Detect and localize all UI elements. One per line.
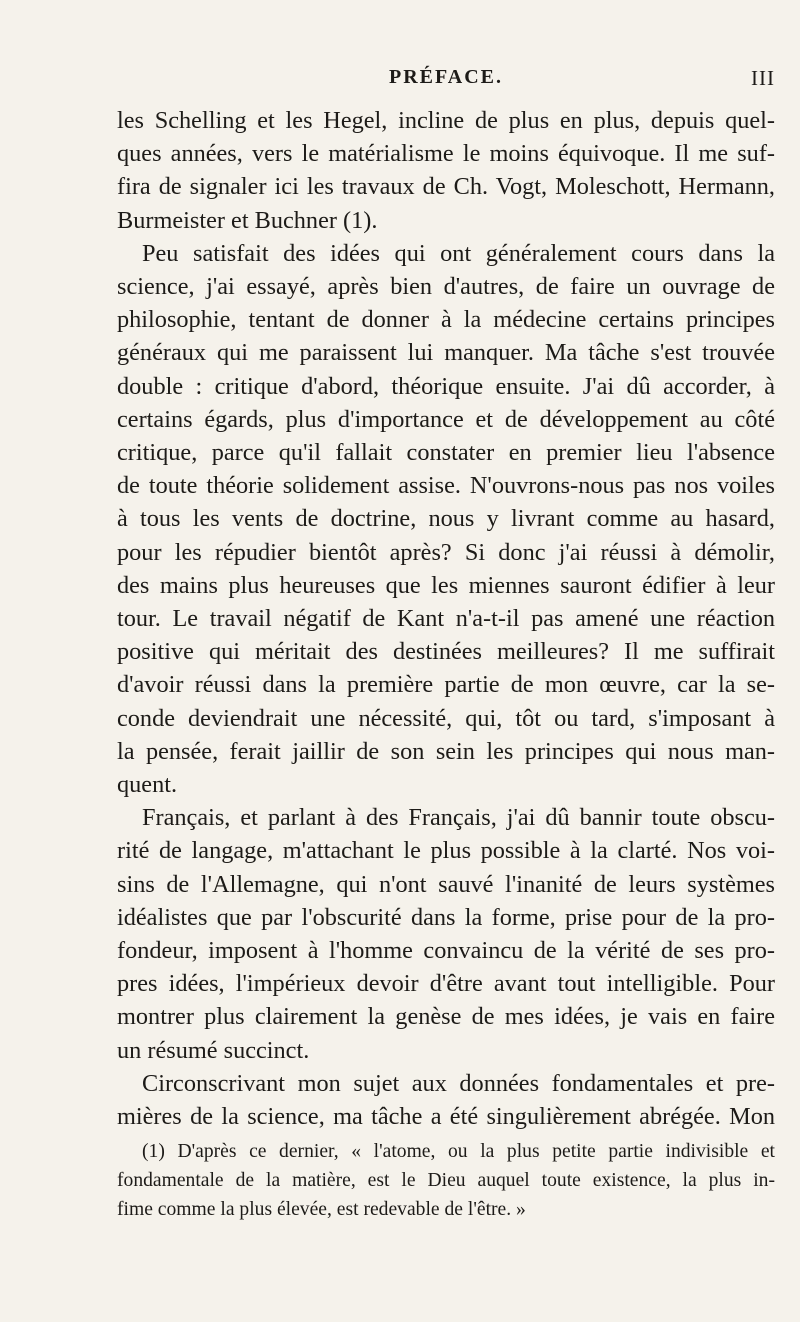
text-line: un résumé succinct.: [117, 1036, 310, 1064]
footnote-line: fime comme la plus élevée, est redevable de l'être. »: [117, 1199, 526, 1220]
page-number: III: [751, 66, 775, 90]
footnote-line: (1) D'après ce dernier, « l'atome, ou la plus petite partie indivisible et: [142, 1141, 775, 1162]
text-line: philosophie, tentant de donner à la médecine certains principes: [117, 306, 775, 334]
paragraph: [117, 104, 775, 237]
footnote-line: fondamentale de la matière, est le Dieu auquel toute existence, la plus in-: [117, 1170, 775, 1191]
text-line: les Schelling et les Hegel, incline de plus en plus, depuis quel-: [117, 107, 775, 134]
text-line: certains égards, plus d'importance et de développement au côté: [117, 405, 775, 433]
text-line: quent.: [117, 771, 178, 799]
text-line: double : critique d'abord, théorique ensuite. J'ai dû accorder, à: [117, 372, 775, 400]
text-line: pour les répudier bientôt après? Si donc j'ai réussi à démolir,: [117, 538, 775, 566]
text-line: d'avoir réussi dans la première partie de mon œuvre, car la se-: [117, 671, 775, 699]
text-line: positive qui méritait des destinées meilleures? Il me suffirait: [117, 638, 775, 666]
text-line: Circonscrivant mon sujet aux données fondamentales et pre-: [142, 1069, 775, 1097]
text-line: de toute théorie solidement assise. N'ouvrons-nous pas nos voiles: [117, 472, 775, 500]
text-line: conde deviendrait une nécessité, qui, tôt ou tard, s'imposant à: [117, 704, 775, 732]
text-line: idéalistes que par l'obscurité dans la forme, prise pour de la pro-: [117, 903, 775, 931]
text-line: science, j'ai essayé, après bien d'autres, de faire un ouvrage de: [117, 273, 775, 301]
text-line: rité de langage, m'attachant le plus possible à la clarté. Nos voi-: [117, 837, 775, 865]
running-header: [117, 66, 775, 102]
text-line: pres idées, l'impérieux devoir d'être avant tout intelligible. Pour: [117, 970, 775, 998]
text-line: Français, et parlant à des Français, j'ai dû bannir toute obscu-: [142, 804, 775, 832]
text-line: généraux qui me paraissent lui manquer. Ma tâche s'est trouvée: [117, 339, 775, 367]
text-line: fondeur, imposent à l'homme convaincu de la vérité de ses pro-: [117, 937, 775, 965]
footnote: [117, 1137, 775, 1224]
header-title: PRÉFACE.: [389, 66, 503, 88]
paragraph: [117, 1067, 775, 1133]
text-line: critique, parce qu'il fallait constater en premier lieu l'absence: [117, 439, 775, 467]
paragraph: [117, 801, 775, 1067]
paragraph: [117, 237, 775, 801]
text-line: fira de signaler ici les travaux de Ch. Vogt, Moleschott, Hermann,: [117, 173, 775, 201]
text-line: montrer plus clairement la genèse de mes idées, je vais en faire: [117, 1003, 775, 1031]
text-line: sins de l'Allemagne, qui n'ont sauvé l'inanité de leurs systèmes: [117, 870, 775, 898]
text-line: à tous les vents de doctrine, nous y livrant comme au hasard,: [117, 505, 775, 533]
text-line: mières de la science, ma tâche a été singulièrement abrégée. Mon: [117, 1103, 775, 1131]
text-line: tour. Le travail négatif de Kant n'a-t-il pas amené une réaction: [117, 605, 775, 633]
text-line: ques années, vers le matérialisme le moins équivoque. Il me suf-: [117, 140, 775, 168]
text-line: la pensée, ferait jaillir de son sein les principes qui nous man-: [117, 737, 775, 765]
text-line: Peu satisfait des idées qui ont généralement cours dans la: [142, 239, 775, 267]
text-line: des mains plus heureuses que les miennes sauront édifier à leur: [117, 571, 775, 599]
text-line: Burmeister et Buchner (1).: [117, 206, 378, 234]
main-text: [117, 104, 775, 1133]
